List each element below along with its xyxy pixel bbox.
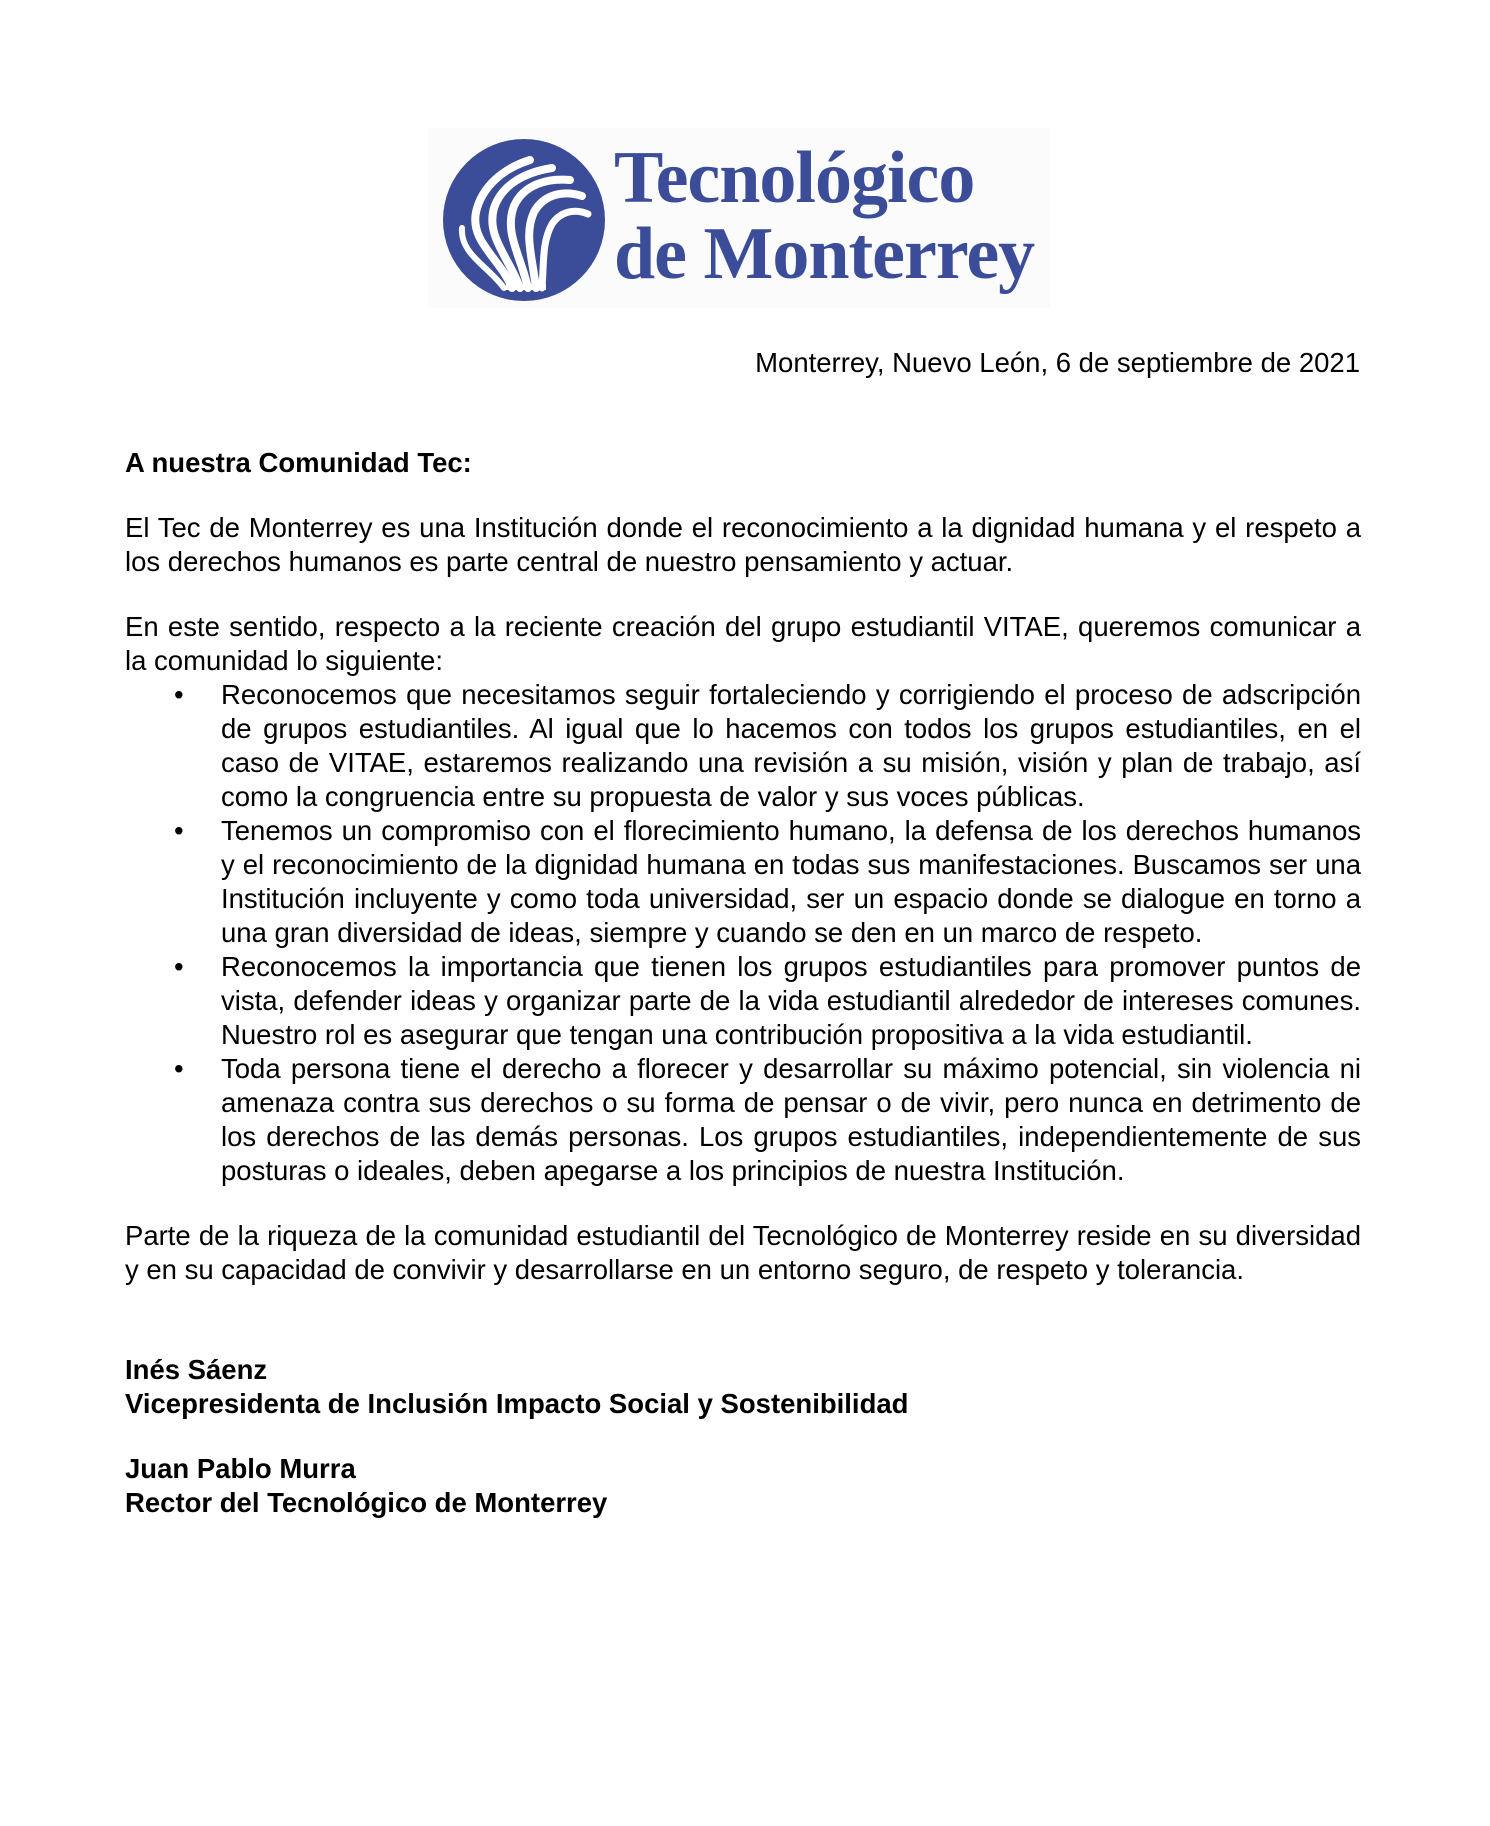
list-item-text: Tenemos un compromiso con el florecimiento humano, la defensa de los derechos humanos y el reconocimiento de la dignidad humana en todas sus manifestaciones. Buscamos ser una Institución incluyente y como toda universidad, ser un espacio donde se dialogue en torno a una gran diversidad de ideas, siempre y cuando se den en un marco de respeto. (221, 815, 1361, 948)
logo-line-1: Tecnológico (614, 137, 975, 219)
list-item (125, 678, 1361, 814)
letter-body (125, 446, 1361, 1551)
signatory-name: Juan Pablo Murra (125, 1453, 356, 1484)
torch-flame-emblem-icon (442, 138, 606, 302)
list-item-text: Reconocemos la importancia que tienen los grupos estudiantiles para promover puntos de vista, defender ideas y organizar parte de la vida estudiantil alrededor de intereses comunes. Nuestro rol es asegurar que tengan una contribución propositiva a la vida estudiantil. (221, 951, 1361, 1050)
paragraph-3: Parte de la riqueza de la comunidad estudiantil del Tecnológico de Monterrey reside en su diversidad y en su capacidad de convivir y desarrollarse en un entorno seguro, de respeto y tolerancia. (125, 1220, 1361, 1285)
list-item-text: Toda persona tiene el derecho a florecer y desarrollar su máximo potencial, sin violencia ni amenaza contra sus derechos o su forma de pensar o de vivir, pero nunca en detrimento de los derechos de las demás personas. Los grupos estudiantiles, independientemente de sus posturas o ideales, deben apegarse a los principios de nuestra Institución. (221, 1053, 1361, 1186)
list-item (125, 814, 1361, 950)
logo-line-2: de Monterrey (614, 213, 1035, 295)
bullet-list (125, 678, 1361, 1188)
institution-logo (428, 128, 1050, 308)
logo-wordmark (614, 137, 1035, 295)
list-item (125, 950, 1361, 1052)
bullet-icon: • (174, 815, 184, 846)
bullet-icon: • (174, 951, 184, 982)
list-item-text: Reconocemos que necesitamos seguir fortaleciendo y corrigiendo el proceso de adscripción de grupos estudiantiles. Al igual que lo hacemos con todos los grupos estudiantiles, en el caso de VITAE, estaremos realizando una revisión a su misión, visión y plan de trabajo, así como la congruencia entre su propuesta de valor y sus voces públicas. (221, 679, 1361, 812)
signatory-name: Inés Sáenz (125, 1354, 268, 1385)
signatory-title: Vicepresidenta de Inclusión Impacto Social y Sostenibilidad (125, 1388, 909, 1419)
bullet-icon: • (174, 1053, 184, 1084)
signatory-title: Rector del Tecnológico de Monterrey (125, 1487, 608, 1518)
paragraph-2: En este sentido, respecto a la reciente creación del grupo estudiantil VITAE, queremos comunicar a la comunidad lo siguiente: (125, 611, 1361, 676)
signatory-1 (125, 1353, 1361, 1421)
list-item (125, 1052, 1361, 1188)
paragraph-1: El Tec de Monterrey es una Institución donde el reconocimiento a la dignidad humana y el respeto a los derechos humanos es parte central de nuestro pensamiento y actuar. (125, 512, 1361, 577)
signatory-2 (125, 1452, 1361, 1520)
signature-section (125, 1353, 1361, 1520)
dateline: Monterrey, Nuevo León, 6 de septiembre de 2021 (755, 347, 1360, 378)
salutation: A nuestra Comunidad Tec: (125, 447, 472, 478)
bullet-icon: • (174, 679, 184, 710)
